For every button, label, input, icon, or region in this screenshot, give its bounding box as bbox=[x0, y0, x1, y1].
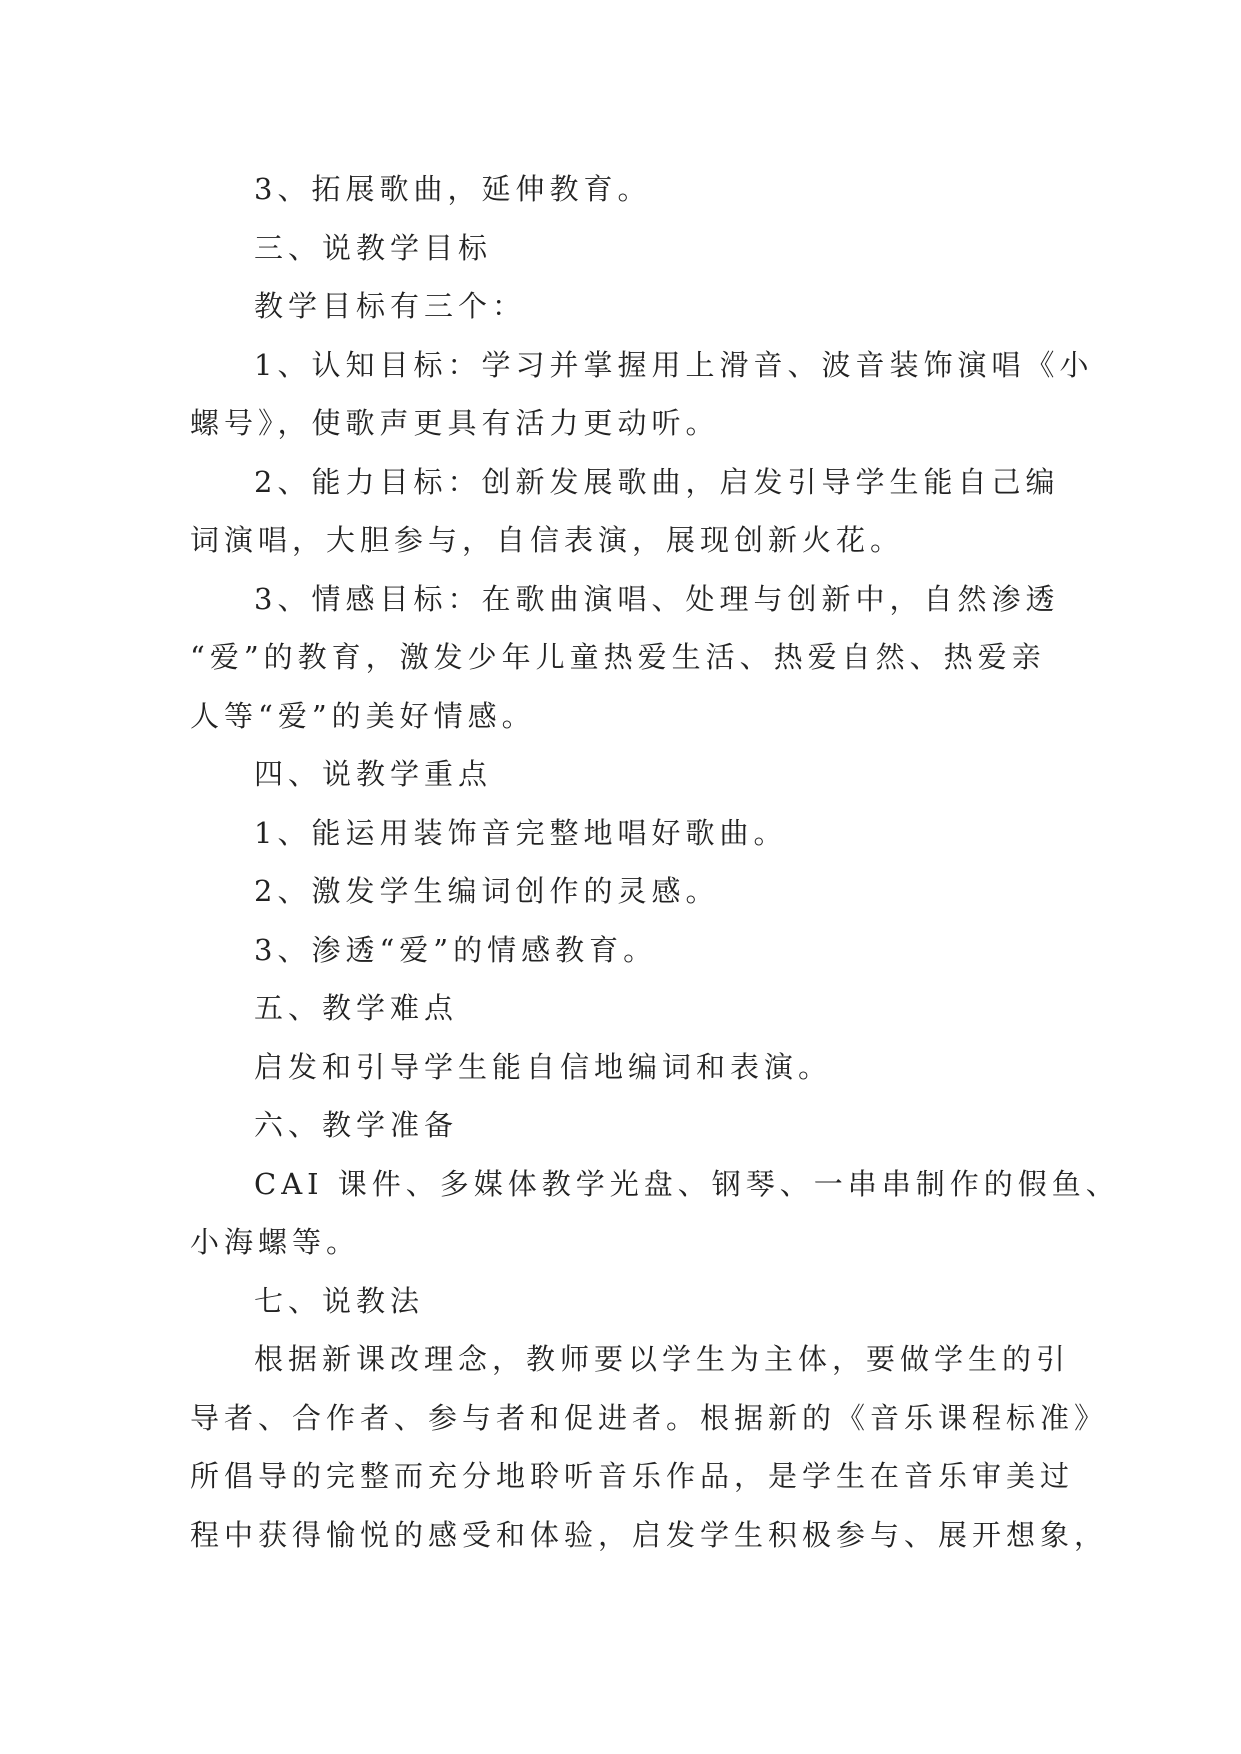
text-line: 1、认知目标：学习并掌握用上滑音、波音装饰演唱《小 bbox=[254, 347, 1094, 382]
text-line: 3、拓展歌曲，延伸教育。 bbox=[254, 172, 652, 206]
text-line: 词演唱，大胆参与，自信表演，展现创新火花。 bbox=[190, 523, 905, 557]
text-line: 小海螺等。 bbox=[190, 1225, 361, 1259]
text-line: 2、激发学生编词创作的灵感。 bbox=[254, 874, 720, 908]
text-line: 导者、合作者、参与者和促进者。根据新的《音乐课程标准》 bbox=[190, 1400, 1109, 1435]
paragraph bbox=[190, 277, 1060, 336]
paragraph bbox=[190, 336, 1094, 453]
text-line: 螺号》，使歌声更具有活力更动听。 bbox=[190, 406, 720, 440]
paragraph bbox=[190, 570, 1060, 746]
text-line: 程中获得愉悦的感受和体验，启发学生积极参与、展开想象， bbox=[190, 1517, 1109, 1552]
section-heading bbox=[190, 979, 1060, 1038]
text-line: 所倡导的完整而充分地聆听音乐作品，是学生在音乐审美过 bbox=[190, 1459, 1075, 1493]
paragraph bbox=[190, 1330, 1109, 1564]
section-heading bbox=[190, 1272, 1060, 1331]
text-line: 启发和引导学生能自信地编词和表演。 bbox=[254, 1049, 833, 1084]
text-line: 3、渗透“爱”的情感教育。 bbox=[254, 932, 658, 967]
paragraph bbox=[190, 1038, 1060, 1097]
text-line: “爱”的教育，激发少年儿童热爱生活、热爱自然、热爱亲 bbox=[190, 640, 1046, 674]
section-heading bbox=[190, 1096, 1060, 1155]
paragraph bbox=[190, 862, 1060, 921]
text-line: 1、能运用装饰音完整地唱好歌曲。 bbox=[254, 815, 788, 850]
section-heading bbox=[190, 219, 1060, 278]
text-line: 四、说教学重点 bbox=[254, 757, 493, 791]
paragraph bbox=[190, 160, 1060, 219]
paragraph bbox=[190, 1155, 1120, 1272]
section-heading bbox=[190, 745, 1060, 804]
text-line: 三、说教学目标 bbox=[254, 230, 493, 265]
text-line: 教学目标有三个： bbox=[254, 289, 527, 323]
text-line: 2、能力目标：创新发展歌曲，启发引导学生能自己编 bbox=[254, 464, 1060, 499]
text-line: 人等“爱”的美好情感。 bbox=[190, 698, 536, 733]
document-body bbox=[190, 160, 1120, 1564]
paragraph bbox=[190, 804, 1060, 863]
text-line: CAI 课件、多媒体教学光盘、钢琴、一串串制作的假鱼、 bbox=[254, 1166, 1120, 1201]
text-line: 五、教学难点 bbox=[254, 991, 459, 1025]
text-line: 根据新课改理念，教师要以学生为主体，要做学生的引 bbox=[254, 1342, 1071, 1376]
paragraph bbox=[190, 921, 1060, 980]
text-line: 七、说教法 bbox=[254, 1283, 425, 1318]
text-line: 六、教学准备 bbox=[254, 1108, 459, 1142]
paragraph bbox=[190, 453, 1060, 570]
text-line: 3、情感目标：在歌曲演唱、处理与创新中，自然渗透 bbox=[254, 581, 1060, 616]
